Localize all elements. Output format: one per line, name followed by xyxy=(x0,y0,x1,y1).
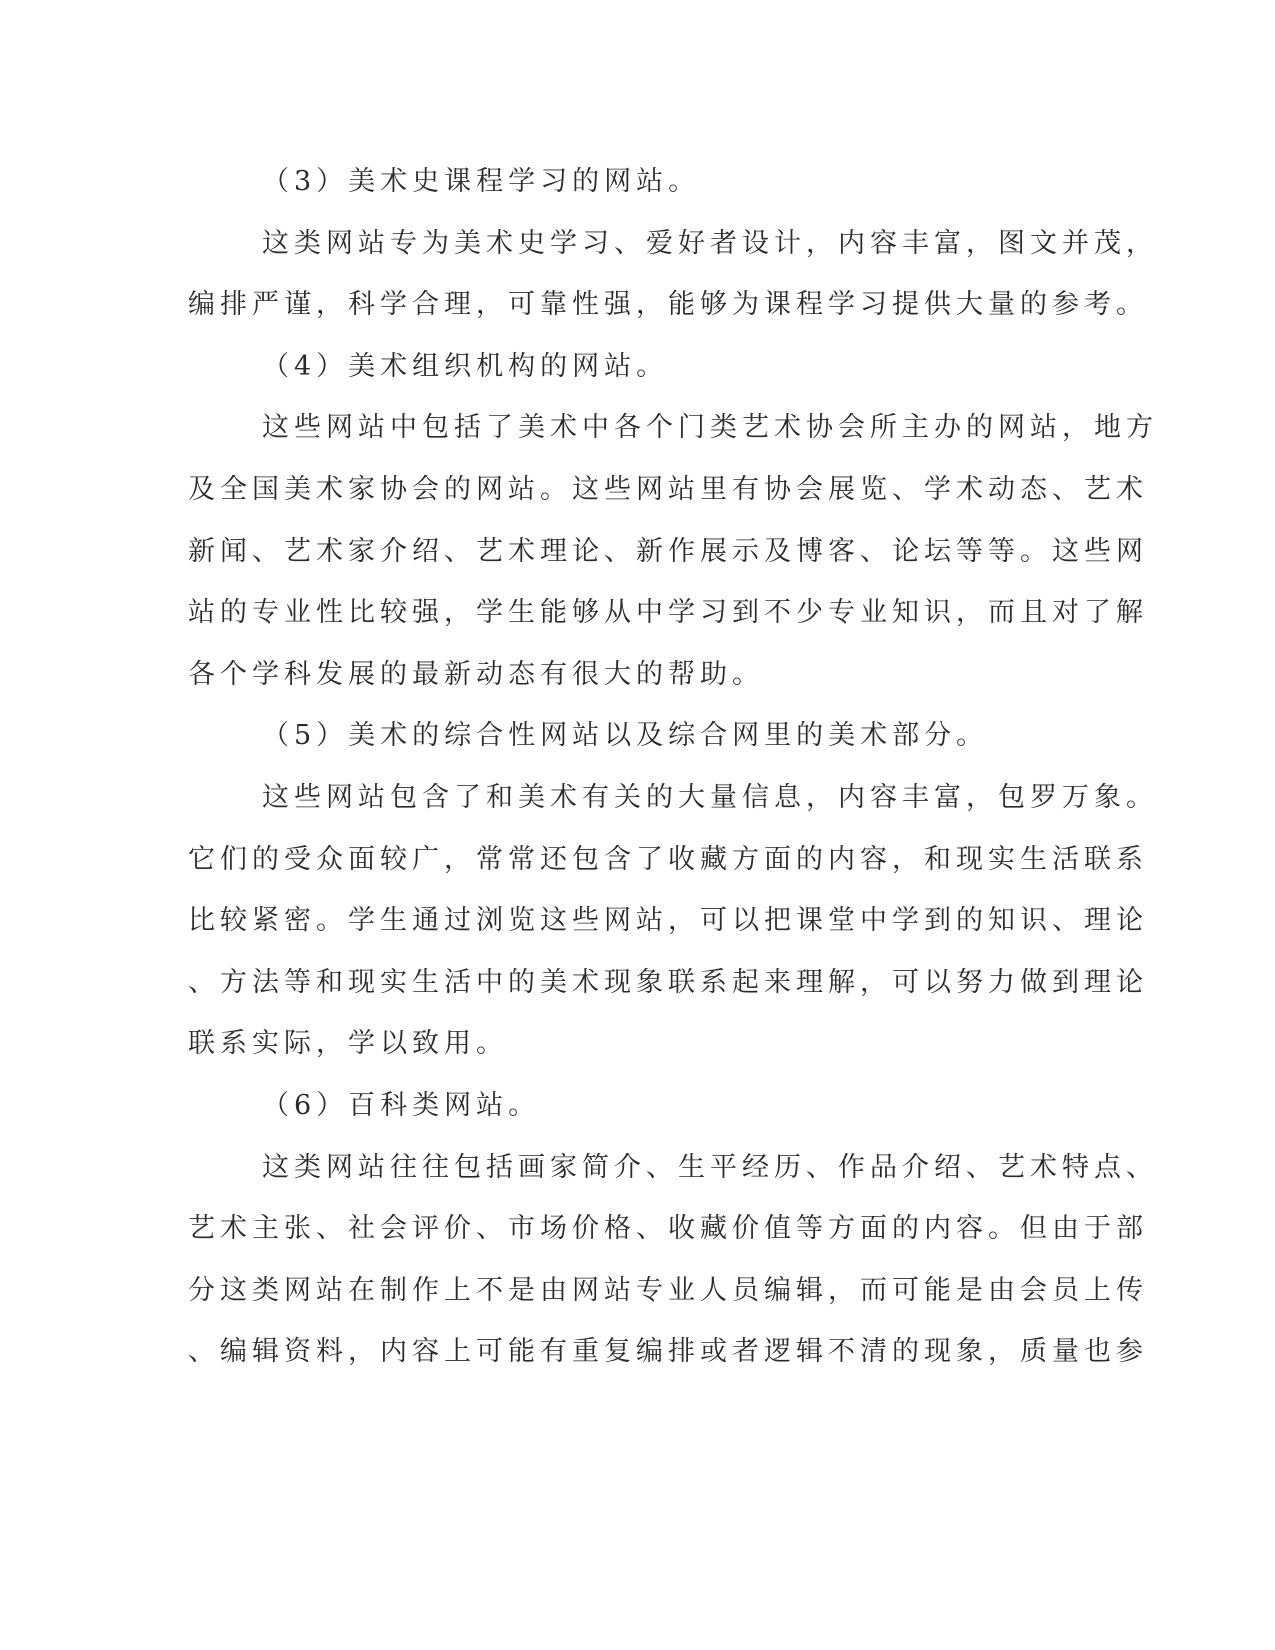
paragraph-line: 编排严谨，科学合理，可靠性强，能够为课程学习提供大量的参考。 xyxy=(188,289,1148,321)
paragraph-line: 比较紧密。学生通过浏览这些网站，可以把课堂中学到的知识、理论 xyxy=(188,905,1148,937)
paragraph-line: 新闻、艺术家介绍、艺术理论、新作展示及博客、论坛等等。这些网 xyxy=(188,535,1148,567)
paragraph-line: 这些网站包含了和美术有关的大量信息，内容丰富，包罗万象。 xyxy=(262,781,1158,813)
paragraph-line: 它们的受众面较广，常常还包含了收藏方面的内容，和现实生活联系 xyxy=(188,843,1148,875)
section-heading-5: （5）美术的综合性网站以及综合网里的美术部分。 xyxy=(262,720,989,752)
section-heading-3: （3）美术史课程学习的网站。 xyxy=(262,166,701,197)
paragraph-line: 及全国美术家协会的网站。这些网站里有协会展览、学术动态、艺术 xyxy=(188,473,1148,505)
paragraph-line: 、方法等和现实生活中的美术现象联系起来理解，可以努力做到理论 xyxy=(188,966,1148,998)
paragraph-line: 各个学科发展的最新动态有很大的帮助。 xyxy=(188,658,764,690)
paragraph-line: 分这类网站在制作上不是由网站专业人员编辑，而可能是由会员上传 xyxy=(188,1274,1148,1306)
document-body xyxy=(188,162,1158,1394)
paragraph-line: 、编辑资料，内容上可能有重复编排或者逻辑不清的现象，质量也参 xyxy=(188,1336,1148,1368)
paragraph-line: 站的专业性比较强，学生能够从中学习到不少专业知识，而且对了解 xyxy=(188,597,1148,629)
section-heading-4: （4）美术组织机构的网站。 xyxy=(262,350,669,382)
section-heading-6: （6）百科类网站。 xyxy=(262,1089,541,1121)
paragraph-line: 这类网站往往包括画家简介、生平经历、作品介绍、艺术特点、 xyxy=(262,1151,1158,1183)
paragraph-line: 艺术主张、社会评价、市场价格、收藏价值等方面的内容。但由于部 xyxy=(188,1213,1148,1245)
paragraph-line: 这些网站中包括了美术中各个门类艺术协会所主办的网站，地方 xyxy=(262,412,1158,444)
paragraph-line: 联系实际，学以致用。 xyxy=(188,1028,508,1060)
paragraph-line: 这类网站专为美术史学习、爱好者设计，内容丰富，图文并茂， xyxy=(262,227,1158,259)
